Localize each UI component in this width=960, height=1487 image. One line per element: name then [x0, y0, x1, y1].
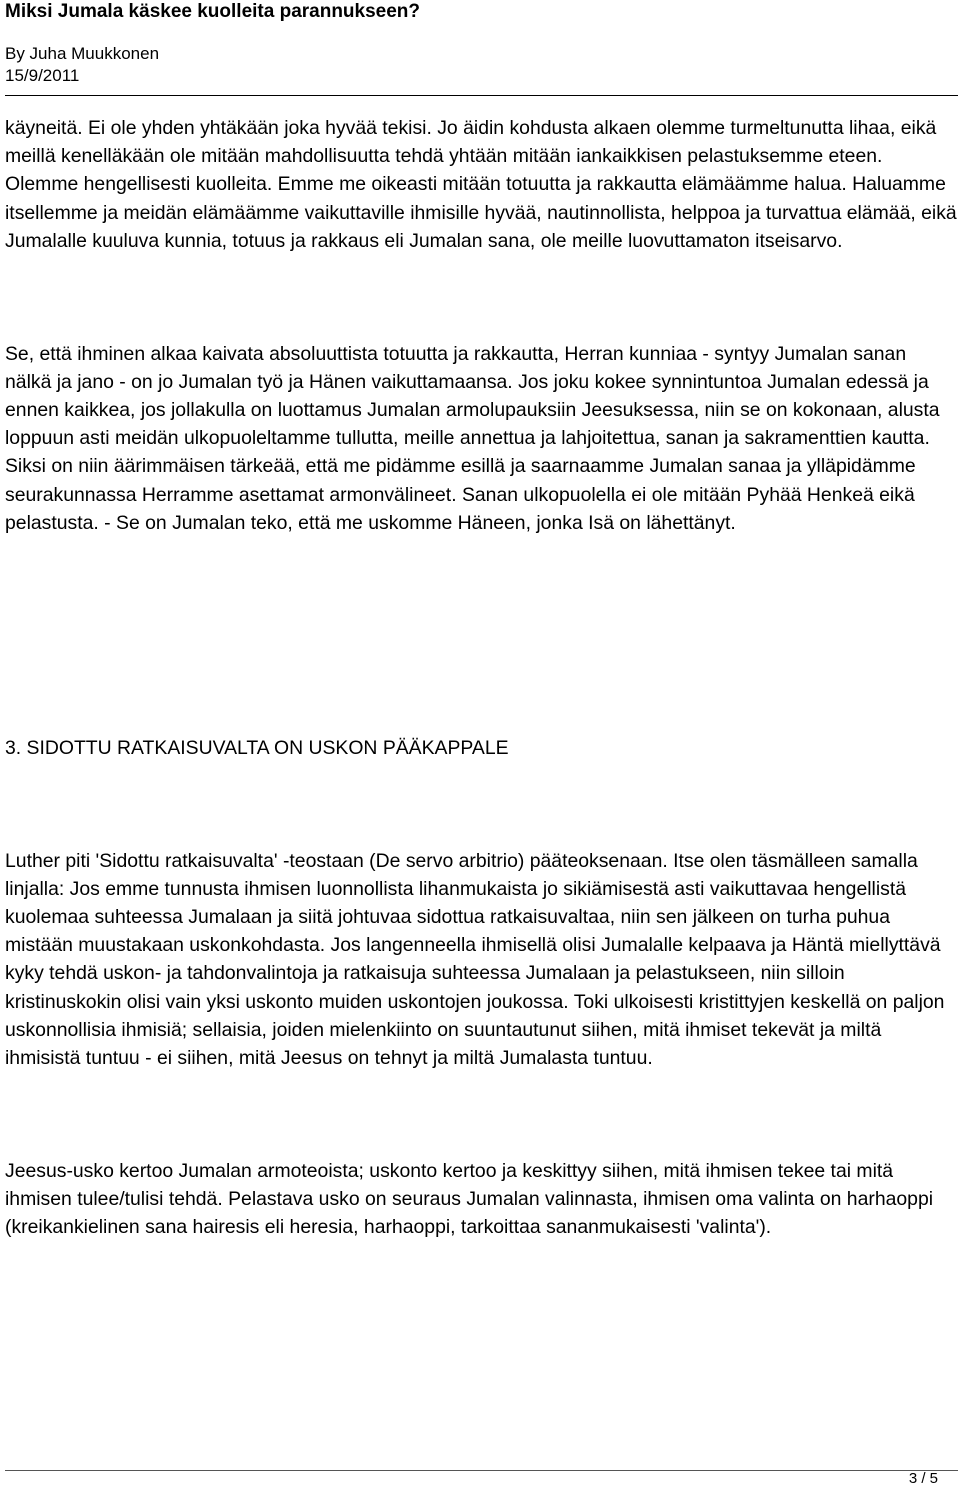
- page-number: 3 / 5: [908, 1470, 938, 1487]
- section-heading: 3. SIDOTTU RATKAISUVALTA ON USKON PÄÄKAPPALE: [5, 736, 509, 759]
- document-author: By Juha Muukkonen: [5, 44, 160, 63]
- body-paragraph: Luther piti 'Sidottu ratkaisuvalta' -teostaan (De servo arbitrio) pääteoksenaan. Itse olen täsmälleen samalla linjalla: Jos emme tunnusta ihmisen luonnollista lihanmukaista jo sikiämisestä asti vaikuttavaa hengellistä kuolemaa suhteessa Jumalaan ja siitä johtuvaa sidottua ratkaisuvaltaa, niin sen jälkeen on turha puhua mistään muustakaan uskonkohdasta. Jos langenneella ihmisellä olisi Jumalalle kelpaava ja Häntä miellyttävä kyky tehdä uskon- ja tahdonvalintoja ja ratkaisuja suhteessa Jumalaan ja pelastukseen, niin silloin kristinuskokin olisi vain yksi uskonto muiden uskontojen joukossa. Toki ulkoisesti kristittyjen keskellä on paljon uskonnollisia ihmisiä; sellaisia, joiden mielenkiinto on suuntautunut siihen, mitä ihmiset tekevät ja miltä ihmisistä tuntuu - ei siihen, mitä Jeesus on tehnyt ja miltä Jumalasta tuntuu.: [5, 849, 945, 1070]
- body-paragraph: Jeesus-usko kertoo Jumalan armoteoista; uskonto kertoo ja keskittyy siihen, mitä ihmisen tekee tai mitä ihmisen tulee/tulisi tehdä. Pelastava usko on seuraus Jumalan valinnasta, ihmisen oma valinta on harhaoppi (kreikankielinen sana hairesis eli heresia, harhaoppi, tarkoittaa sananmukaisesti 'valinta').: [5, 1159, 934, 1239]
- document-title: Miksi Jumala käskee kuolleita parannukseen?: [5, 1, 421, 22]
- body-paragraph: Se, että ihminen alkaa kaivata absoluuttista totuutta ja rakkautta, Herran kunniaa - syntyy Jumalan sanan nälkä ja jano - on jo Jumalan työ ja Hänen vaikuttamaansa. Jos joku kokee synnintuntoa Jumalan edessä ja ennen kaikkea, jos jollakulla on luottamus Jumalan armolupauksiin Jeesuksessa, niin se on kokonaan, alusta loppuun asti meidän ulkopuoleltamme tullutta, meille annettua ja lahjoitettua, sanan ja sakramenttien kautta. Siksi on niin äärimmäisen tärkeää, että me pidämme esillä ja saarnaamme Jumalan sanaa ja ylläpidämme seurakunnassa Herramme asettamat armonvälineet. Sanan ulkopuolella ei ole mitään Pyhää Henkeä eikä pelastusta. - Se on Jumalan teko, että me uskomme Häneen, jonka Isä on lähettänyt.: [5, 342, 940, 534]
- footer-divider: [5, 1470, 958, 1471]
- body-paragraph: käyneitä. Ei ole yhden yhtäkään joka hyvää tekisi. Jo äidin kohdusta alkaen olemme turmeltunutta lihaa, eikä meillä kenelläkään ole mitään mahdollisuutta tehdä yhtään mitään iankaikkisen pelastuksemme eteen. Olemme hengellisesti kuolleita. Emme me oikeasti mitään totuutta ja rakkautta elämäämme halua. Haluamme itsellemme ja meidän elämäämme vaikuttaville ihmisille hyvää, nautinnollista, helppoa ja turvattua elämää, eikä Jumalalle kuuluva kunnia, totuus ja rakkaus eli Jumalan sana, ole meille luovuttamaton itseisarvo.: [5, 117, 957, 252]
- document-date: 15/9/2011: [5, 66, 80, 85]
- document-body: [5, 114, 957, 1241]
- header-divider: [5, 95, 958, 96]
- document-header: [5, 0, 955, 87]
